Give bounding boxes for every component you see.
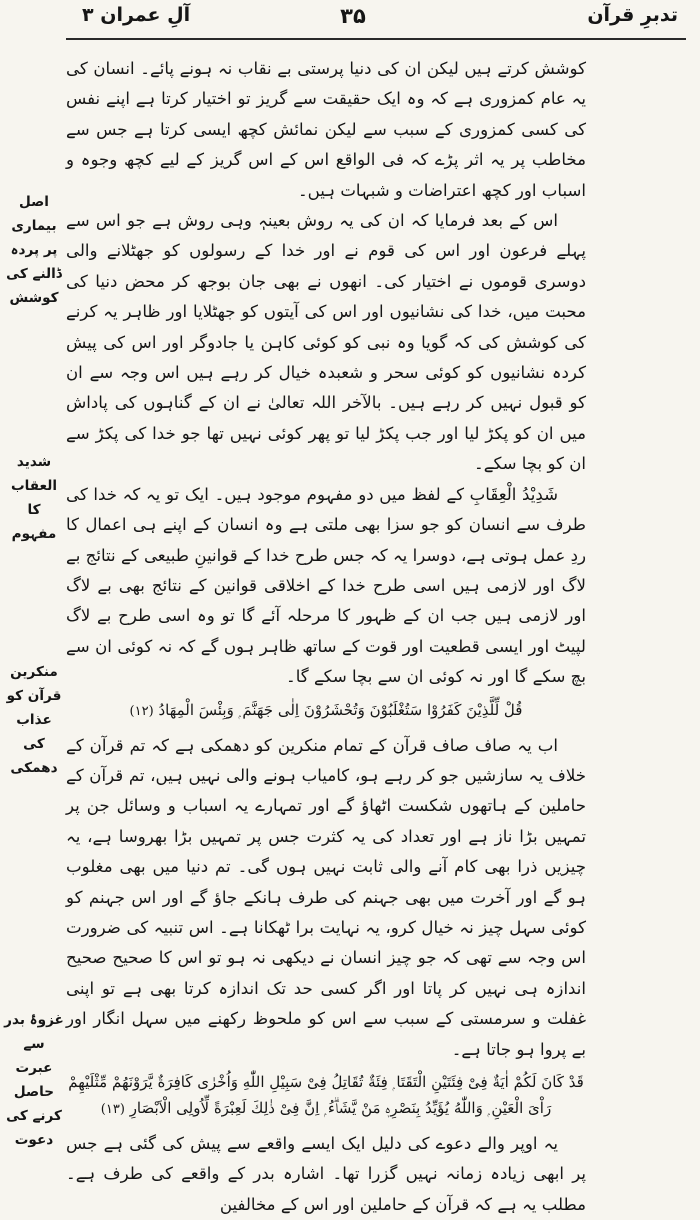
paragraph: شَدِیْدُ الْعِقَابِ کے لفظ میں دو مفہوم موجود ہیں۔ ایک تو یہ کہ خدا کی طرف سے انسان کو جو سزا بھی ملتی ہے وہ انسان کے اپنے ہی اعمال کا ردِ عمل ہوتی ہے، دوسرا یہ کہ جس طرح خدا کے قوانینِ طبیعی کے نتائج بے لاگ اور لازمی ہیں اسی طرح خدا کے اخلاقی قوانین کے نتائج بھی بے لاگ اور لازمی ہیں جب ان کے ظہور کا مرحلہ آئے گا تو وہ اسی طرح بے لاگ لپیٹ اور ایسی قطعیت اور قوت کے ساتھ ظاہر ہوں گے کہ نہ کوئی ان سے بچ سکے گا اور نہ کوئی ان سے بچا سکے گا۔ — [66, 484, 586, 687]
quran-verse — [66, 697, 586, 725]
paragraph: اس کے بعد فرمایا کہ ان کی یہ روش بعینہٖ وہی روش ہے جو اس سے پہلے فرعون اور اس کی قوم نے اور خدا کے رسولوں کو جھٹلانے والی دوسری قوموں نے اختیار کی۔ انھوں نے بھی جان بوجھ کر محض دنیا کی محبت میں، خدا کی نشانیوں اور اس کی آیتوں کو جھٹلایا اور ظاہر یہ کرنے کی کوشش کی کہ گویا وہ نبی کو کوئی کاہن یا جادوگر اور اس کی پیش کردہ نشانیوں کو کوئی سحر و شعبدہ خیال کر رہے ہیں اس وجہ سے ان کو قبول نہیں کر رہے ہیں۔ بالآخر اللہ تعالیٰ نے ان کے گناہوں کی پاداش میں ان کو پکڑ لیا اور جب پکڑ لیا تو پھر کوئی نہیں تھا جو خدا کی پکڑ سے ان کو بچا سکے۔ — [66, 211, 586, 474]
verse-text: قَدْ كَانَ لَكُمْ اٰیَةٌ فِیْ فِئَتَیْنِ الْتَقَتَا ۭ فِئَةٌ تُقَاتِلُ فِیْ سَبِیْلِ اللّٰهِ وَاُخْرٰى كَافِرَةٌ یَّرَوْنَهُمْ مِّثْلَیْهِمْ رَاْیَ الْعَیْنِ ۭ وَاللّٰهُ یُؤَیِّدُ بِنَصْرِهٖ مَنْ یَّشَاۗءُ ۭ اِنَّ فِیْ ذٰلِكَ لَعِبْرَةً لِّاُولِی الْاَبْصَارِ — [68, 1073, 584, 1117]
quran-verse — [66, 1069, 586, 1123]
paragraph: کوشش کرتے ہیں لیکن ان کی دنیا پرستی بے نقاب نہ ہونے پائے۔ انسان کی یہ عام کمزوری ہے کہ وہ ایک حقیقت سے گریز تو اختیار کرتا ہے اپنے نفس کی کسی کمزوری کے سبب سے لیکن نمائش کچھ ایسی کرتا ہے جس سے مخاطب پر یہ اثر پڑے کہ فی الواقع اس کے اس گریز کے لیے کچھ وجوہ و اسباب اور کچھ اعتراضات و شبہات ہیں۔ — [66, 59, 586, 200]
book-title: تدبرِ قرآن — [587, 4, 678, 26]
paragraph: یہ اوپر والے دعوے کی دلیل ایک ایسے واقعے سے پیش کی گئی ہے جس پر ابھی زیادہ زمانہ نہیں گزرا تھا۔ اشارہ بدر کے واقعے کی طرف ہے۔ مطلب یہ ہے کہ قرآن کے حاملین اور اس کے مخالفین — [66, 1134, 586, 1214]
verse-number: (۱۳) — [100, 1102, 125, 1117]
margin-note: غزوۂ بدر سے عبرت حاصل کرنے کی دعوت — [4, 1012, 64, 1148]
margin-note: منکرین قرآن کو عذاب کی دھمکی — [6, 664, 62, 776]
paragraph: اب یہ صاف صاف قرآن کے تمام منکرین کو دھمکی ہے کہ تم قرآن کے خلاف یہ سازشیں جو کر رہے ہو، کامیاب ہونے والی نہیں ہیں، تم قرآن کے حاملین کے ہاتھوں شکست اٹھاؤ گے اور تمہارے یہ اسباب و وسائل جن پر تمہیں بڑا ناز ہے اور تعداد کی یہ کثرت جس پر تمہیں بڑا بھروسا ہے، یہ چیزیں ذرا بھی کام آنے والی ثابت نہیں ہوں گی۔ تم دنیا میں بھی مغلوب ہو گے اور آخرت میں بھی جہنم کی طرف ہانکے جاؤ گے اور اس جہنم کو کوئی سہل چیز نہ خیال کرو، یہ نہایت برا ٹھکانا ہے۔ اس تنبیہ کی ضرورت اس وجہ سے تھی کہ جو چیز انسان نے دیکھی نہ ہو تو اس کا صحیح صحیح اندازہ ہی نہیں کر پاتا اور اگر کسی حد تک اندازہ کرتا بھی ہے تو اپنی غفلت و سرمستی کے سبب سے اس کو ملحوظ رکھنے میں سہل انگار اور بے پروا ہو جاتا ہے۔ — [66, 735, 586, 1059]
margin-note: اصل بیماری پر پردہ ڈالنے کی کوشش — [6, 194, 62, 306]
page-number: ۳۵ — [340, 4, 366, 28]
header-rule — [66, 38, 686, 40]
verse-number: (۱۲) — [129, 703, 154, 719]
surah-name: آلِ عمران ۳ — [82, 4, 191, 26]
margin-note: شدید العقاب کا مفہوم — [11, 454, 57, 542]
main-text-column — [66, 54, 586, 1220]
verse-text: قُلْ لِّلَّذِیْنَ كَفَرُوْا سَتُغْلَبُوْنَ وَتُحْشَرُوْنَ اِلٰى جَهَنَّمَ ۭ وَبِئْسَ الْمِهَادُ — [158, 700, 523, 719]
